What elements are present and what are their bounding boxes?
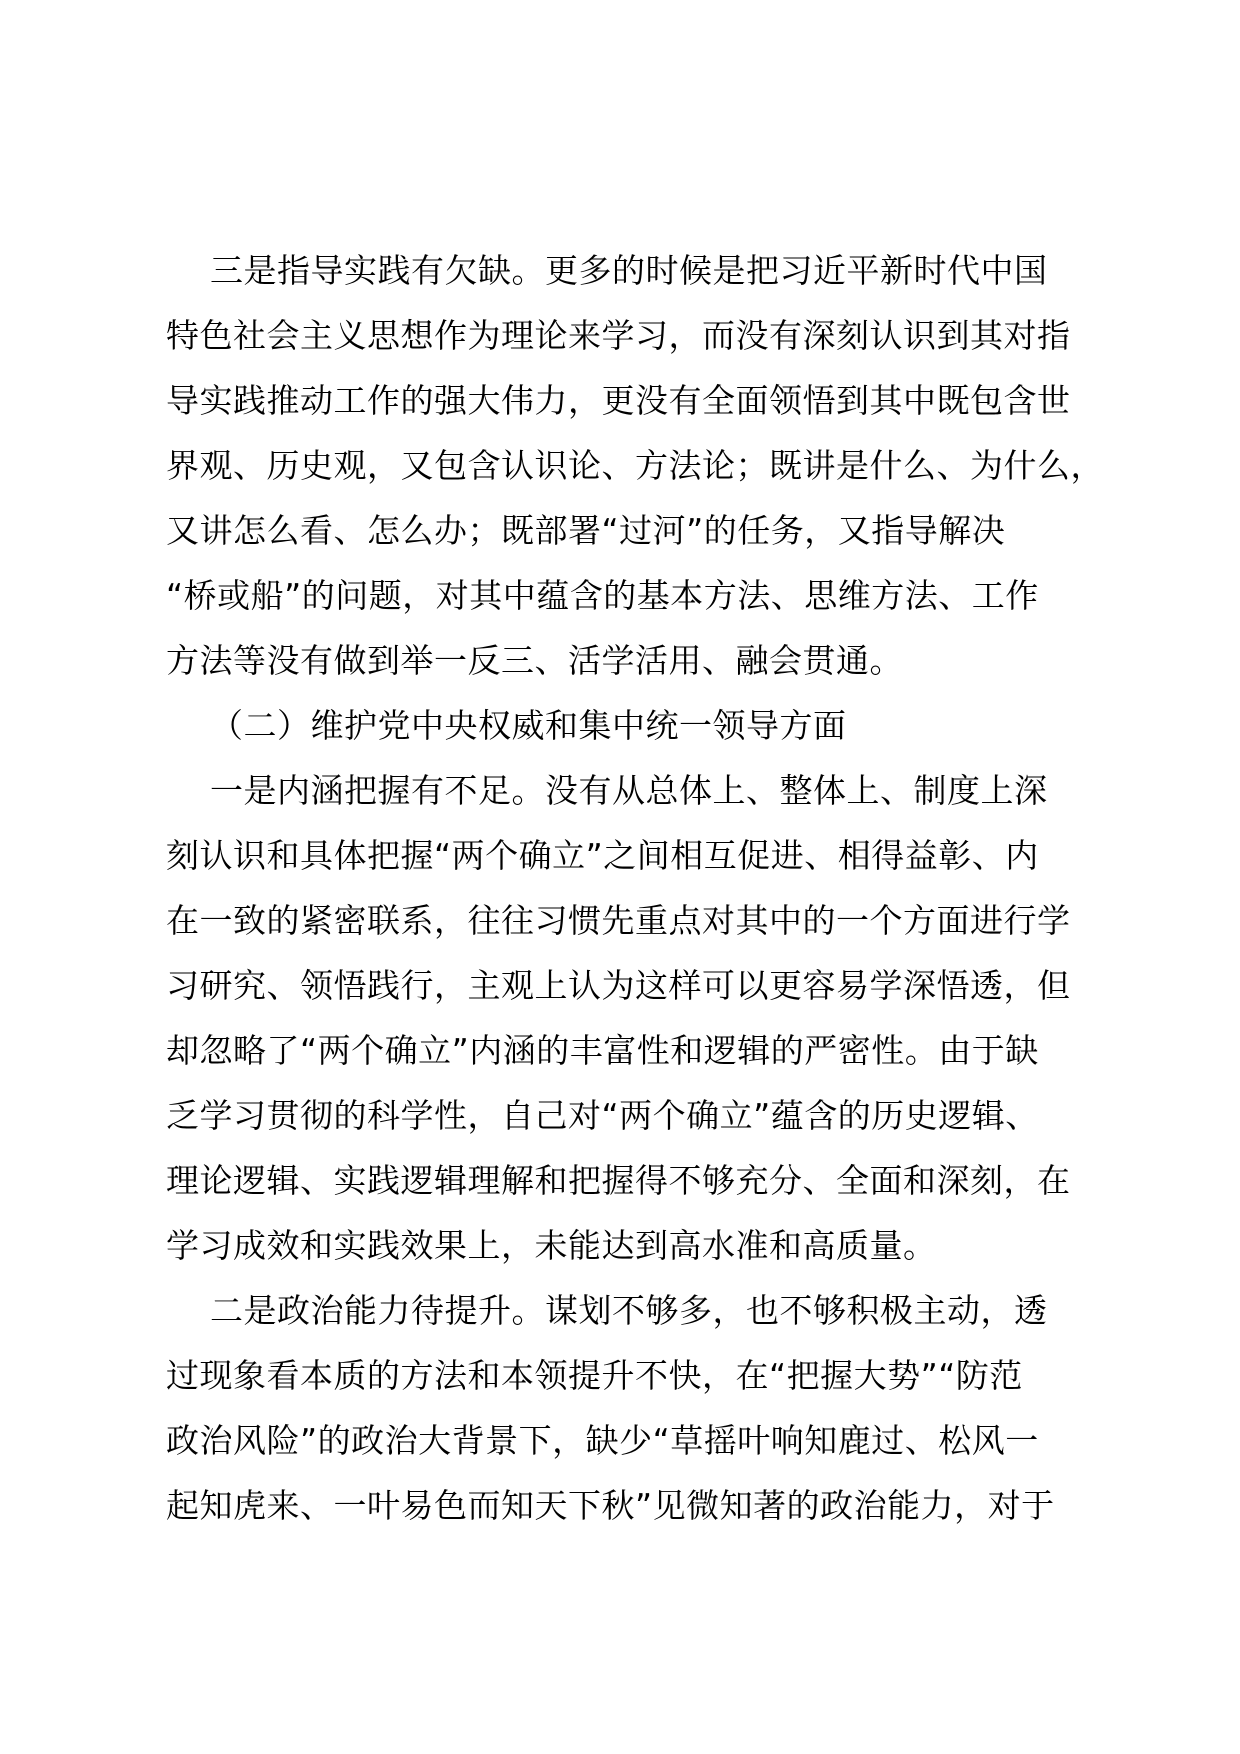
- text-line: 二是政治能力待提升。谋划不够多，也不够积极主动，透: [166, 1291, 1048, 1330]
- section-heading: （二）维护党中央权威和集中统一领导方面: [166, 706, 847, 745]
- text-line: 政治风险”的政治大背景下，缺少“草摇叶响知鹿过、松风一: [166, 1421, 1039, 1460]
- text-line: 特色社会主义思想作为理论来学习，而没有深刻认识到其对指: [166, 316, 1071, 355]
- text-line: 却忽略了“两个确立”内涵的丰富性和逻辑的严密性。由于缺: [166, 1031, 1039, 1070]
- text-line: 学习成效和实践效果上，未能达到高水准和高质量。: [166, 1226, 937, 1265]
- text-line: 方法等没有做到举一反三、活学活用、融会贯通。: [166, 641, 903, 680]
- text-line: 一是内涵把握有不足。没有从总体上、整体上、制度上深: [166, 771, 1048, 810]
- text-line: 三是指导实践有欠缺。更多的时候是把习近平新时代中国: [166, 251, 1048, 290]
- text-line: 界观、历史观，又包含认识论、方法论；既讲是什么、为什么，: [166, 446, 1104, 485]
- text-line: 理论逻辑、实践逻辑理解和把握得不够充分、全面和深刻，在: [166, 1161, 1071, 1200]
- text-line: 刻认识和具体把握“两个确立”之间相互促进、相得益彰、内: [166, 836, 1039, 875]
- text-line: 导实践推动工作的强大伟力，更没有全面领悟到其中既包含世: [166, 381, 1071, 420]
- text-line: 习研究、领悟践行，主观上认为这样可以更容易学深悟透，但: [166, 966, 1071, 1005]
- text-line: 乏学习贯彻的科学性，自己对“两个确立”蕴含的历史逻辑、: [166, 1096, 1039, 1135]
- text-line: “桥或船”的问题，对其中蕴含的基本方法、思维方法、工作: [166, 576, 1039, 615]
- document-page: [166, 238, 1104, 1538]
- text-line: 起知虎来、一叶易色而知天下秋”见微知著的政治能力，对于: [166, 1486, 1055, 1525]
- text-line: 又讲怎么看、怎么办；既部署“过河”的任务，又指导解决: [166, 511, 1006, 550]
- text-line: 过现象看本质的方法和本领提升不快，在“把握大势”“防范: [166, 1356, 1023, 1395]
- text-line: 在一致的紧密联系，往往习惯先重点对其中的一个方面进行学: [166, 901, 1071, 940]
